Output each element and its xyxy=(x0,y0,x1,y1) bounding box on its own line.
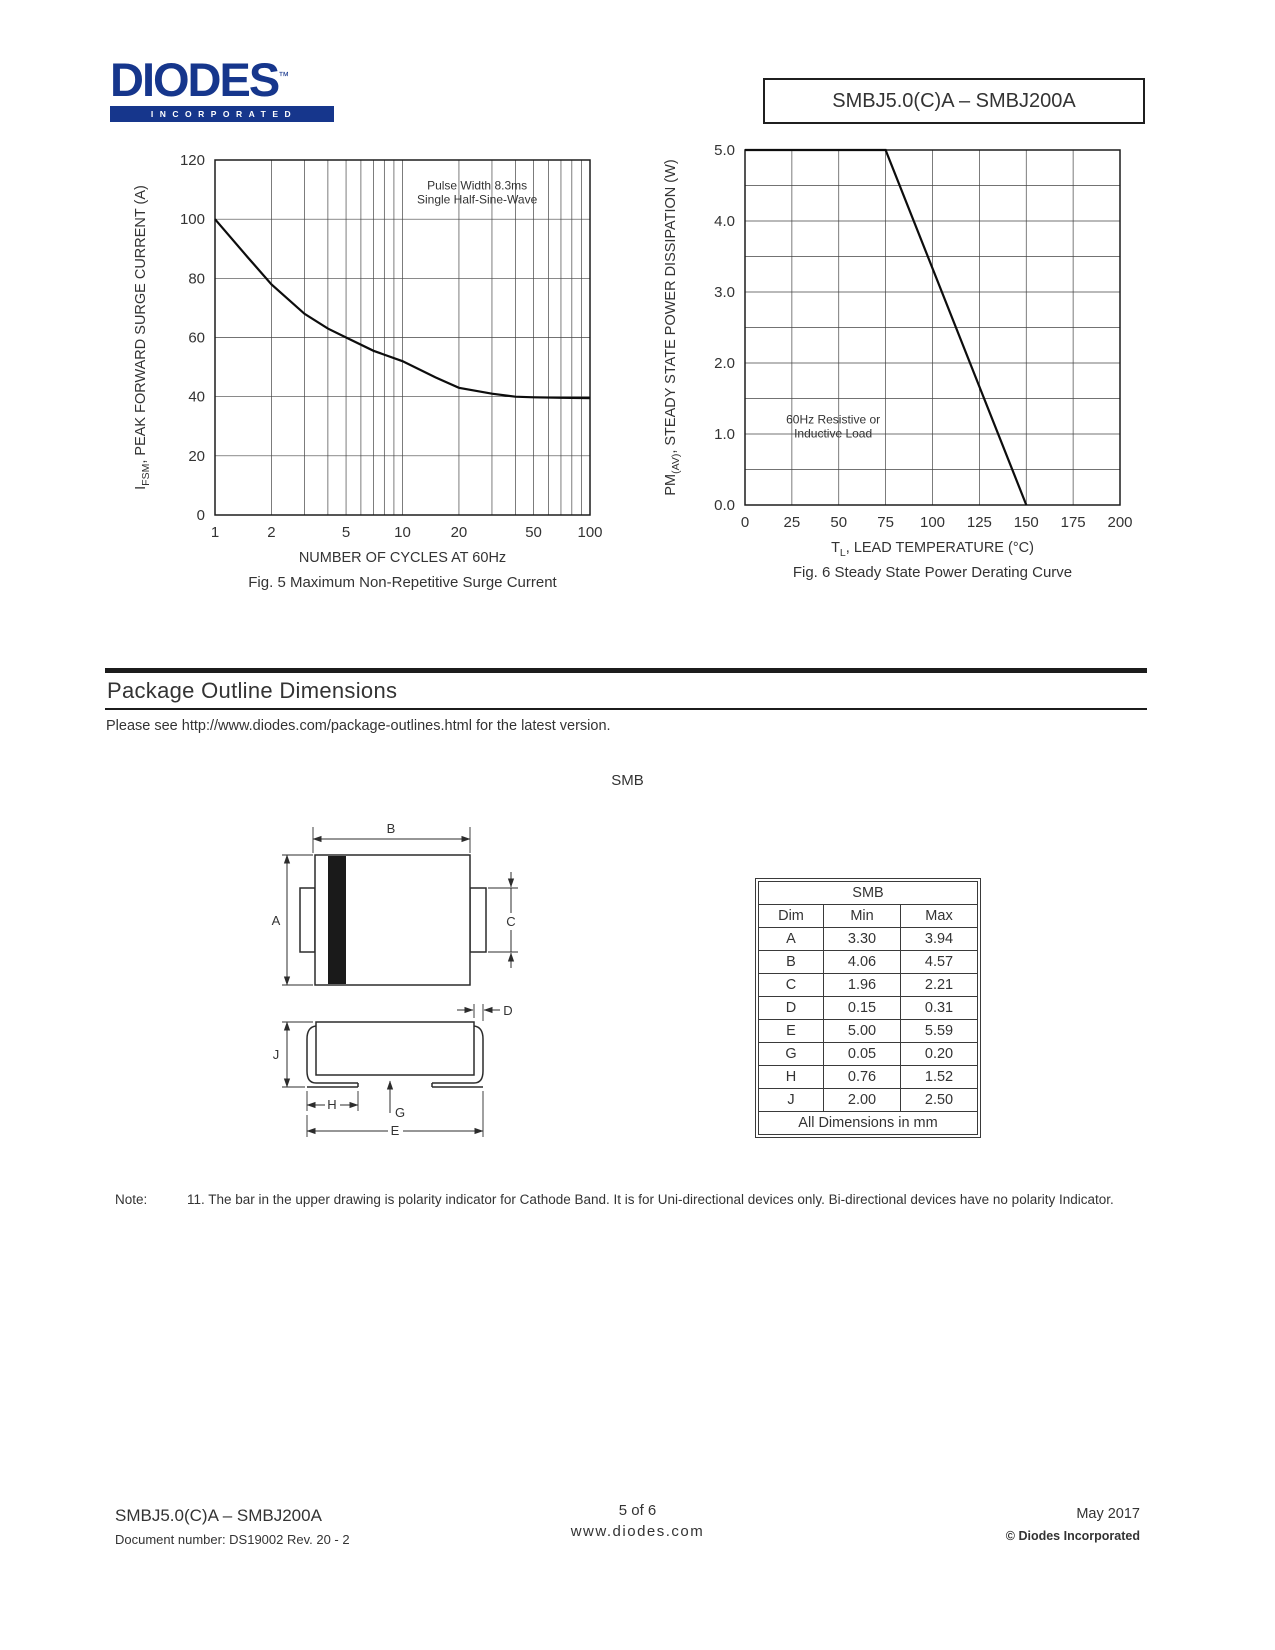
x-tick-label: 175 xyxy=(1060,514,1086,531)
y-tick-label: 40 xyxy=(188,388,205,406)
dim-table-cell: 5.59 xyxy=(901,1020,978,1043)
footer-page-number: 5 of 6 xyxy=(618,1502,657,1519)
smb-package-drawing xyxy=(250,815,580,1155)
x-tick-label: 100 xyxy=(919,514,946,531)
dim-label-j: J xyxy=(272,1047,280,1062)
dim-table-cell: 4.57 xyxy=(901,951,978,974)
dim-table-cell: A xyxy=(759,928,824,951)
dim-table-cell: 0.20 xyxy=(901,1043,978,1066)
y-tick-label: 0.0 xyxy=(714,497,735,514)
x-tick-label: 50 xyxy=(525,524,542,541)
dim-table-cell: G xyxy=(759,1043,824,1066)
part-number-box: SMBJ5.0(C)A – SMBJ200A xyxy=(763,78,1145,124)
cathode-band xyxy=(328,856,346,984)
dim-label-b: B xyxy=(386,821,396,836)
x-tick-label: 25 xyxy=(783,514,801,531)
dim-table-cell: B xyxy=(759,951,824,974)
dim-table-cell: 2.00 xyxy=(824,1089,901,1112)
x-axis-label: $T_L$, LEAD TEMPERATURE (°C) xyxy=(831,540,1034,559)
dimensions-table xyxy=(755,878,981,1138)
diodes-logo-wordmark xyxy=(110,53,334,106)
dim-table-cell: C xyxy=(759,974,824,997)
dim-table-cell: 2.21 xyxy=(901,974,978,997)
x-tick-label: 10 xyxy=(394,524,411,541)
dim-table-title: SMB xyxy=(759,882,978,905)
dim-table-cell: 1.96 xyxy=(824,974,901,997)
dim-table-header: Dim xyxy=(759,905,824,928)
dim-table-cell: D xyxy=(759,997,824,1020)
package-outline-url-note: Please see http://www.diodes.com/package-outlines.html for the latest version. xyxy=(106,718,611,734)
dim-table-footer: All Dimensions in mm xyxy=(759,1112,978,1135)
plot-annotation: 60Hz Resistive or Inductive Load xyxy=(786,412,881,441)
x-tick-label: 75 xyxy=(877,514,894,531)
fig5-plot xyxy=(115,142,605,574)
dim-table-cell: 0.76 xyxy=(824,1066,901,1089)
footer-document-number: Document number: DS19002 Rev. 20 - 2 xyxy=(115,1532,350,1547)
dim-table-row xyxy=(759,974,978,997)
logo-incorporated-bar: INCORPORATED xyxy=(110,106,334,122)
x-tick-label: 5 xyxy=(341,524,351,541)
dim-table-cell: 0.15 xyxy=(824,997,901,1020)
package-tab-left xyxy=(300,888,315,952)
footer-date: May 2017 xyxy=(1076,1506,1140,1522)
dim-table-cell: J xyxy=(759,1089,824,1112)
dim-table-cell: 4.06 xyxy=(824,951,901,974)
x-tick-label: 0 xyxy=(740,514,750,531)
y-tick-label: 3.0 xyxy=(714,284,735,301)
dim-table-row xyxy=(759,951,978,974)
dim-table-header-row xyxy=(759,905,978,928)
dim-table-cell: 2.50 xyxy=(901,1089,978,1112)
dim-table-row xyxy=(759,1043,978,1066)
footer-part-range: SMBJ5.0(C)A – SMBJ200A xyxy=(115,1506,322,1525)
fig6-derating-chart xyxy=(645,132,1135,581)
footer-copyright: © Diodes Incorporated xyxy=(1005,1529,1140,1543)
fig5-surge-current-chart xyxy=(115,142,605,591)
plot-annotation: Pulse Width 8.3ms Single Half-Sine-Wave xyxy=(416,178,538,207)
x-tick-label: 150 xyxy=(1013,514,1039,531)
dim-table-cell: 0.05 xyxy=(824,1043,901,1066)
x-tick-label: 50 xyxy=(830,514,848,531)
section-title: Package Outline Dimensions xyxy=(107,678,398,703)
y-tick-label: 100 xyxy=(179,211,205,229)
y-tick-label: 4.0 xyxy=(714,213,735,230)
section-rule-top xyxy=(105,668,1147,673)
trademark-symbol: ™ xyxy=(278,70,290,83)
dim-label-g: G xyxy=(394,1105,406,1120)
y-tick-label: 120 xyxy=(179,152,205,169)
dim-table-row xyxy=(759,1066,978,1089)
x-tick-label: 125 xyxy=(966,514,992,531)
x-tick-label: 100 xyxy=(577,524,603,541)
package-name-label: SMB xyxy=(611,772,644,789)
dim-label-h: H xyxy=(327,1097,337,1112)
note-row xyxy=(115,1192,1150,1207)
note-label: Note: xyxy=(115,1192,148,1207)
diodes-logo xyxy=(110,53,334,122)
dim-table-cell: 3.30 xyxy=(824,928,901,951)
dim-table-row xyxy=(759,928,978,951)
x-tick-label: 200 xyxy=(1107,514,1133,531)
section-package-outline-dimensions xyxy=(105,668,1147,710)
dim-table-cell: 5.00 xyxy=(824,1020,901,1043)
dim-table-footer-row xyxy=(759,1112,978,1135)
package-body-side-view xyxy=(316,1022,474,1075)
logo-text: DIODES xyxy=(110,53,279,106)
dim-label-e: E xyxy=(390,1123,400,1138)
dim-label-c: C xyxy=(506,914,516,929)
dim-table-row xyxy=(759,1020,978,1043)
y-tick-label: 2.0 xyxy=(714,355,735,372)
dim-table-cell: 3.94 xyxy=(901,928,978,951)
footer-website: www.diodes.com xyxy=(570,1523,705,1540)
y-axis-label: $I_{FSM}$, PEAK FORWARD SURGE CURRENT (A) xyxy=(133,185,152,490)
note-text: 11. The bar in the upper drawing is polarity indicator for Cathode Band. It is for Uni-directional devices only. Bi-directional devices have no polarity Indicator. xyxy=(187,1192,1114,1207)
package-tab-right xyxy=(470,888,486,952)
dim-table-cell: H xyxy=(759,1066,824,1089)
y-tick-label: 80 xyxy=(188,270,205,288)
y-tick-label: 1.0 xyxy=(714,426,735,443)
x-tick-label: 2 xyxy=(267,524,276,541)
dim-table-title-row xyxy=(759,882,978,905)
x-tick-label: 20 xyxy=(450,524,468,541)
dim-table-header: Max xyxy=(901,905,978,928)
dim-label-d: D xyxy=(503,1003,513,1018)
y-tick-label: 5.0 xyxy=(714,142,735,159)
fig5-caption: Fig. 5 Maximum Non-Repetitive Surge Current xyxy=(248,574,557,591)
dim-label-a: A xyxy=(271,913,281,928)
section-rule-bottom xyxy=(105,708,1147,710)
y-tick-label: 0 xyxy=(196,507,205,524)
y-tick-label: 20 xyxy=(188,447,205,465)
footer-right xyxy=(1006,1506,1140,1543)
fig6-caption: Fig. 6 Steady State Power Derating Curve xyxy=(792,564,1073,581)
y-tick-label: 60 xyxy=(188,329,205,347)
dim-table-cell: 0.31 xyxy=(901,997,978,1020)
dim-table-row xyxy=(759,997,978,1020)
dim-table-header: Min xyxy=(824,905,901,928)
dim-table-cell: 1.52 xyxy=(901,1066,978,1089)
x-tick-label: 1 xyxy=(210,524,220,541)
dim-table-row xyxy=(759,1089,978,1112)
fig6-plot xyxy=(645,132,1135,564)
x-axis-label: NUMBER OF CYCLES AT 60Hz xyxy=(298,550,507,566)
y-axis-label: $PM_{(AV)}$, STEADY STATE POWER DISSIPATION (W) xyxy=(663,159,682,496)
dim-table-cell: E xyxy=(759,1020,824,1043)
